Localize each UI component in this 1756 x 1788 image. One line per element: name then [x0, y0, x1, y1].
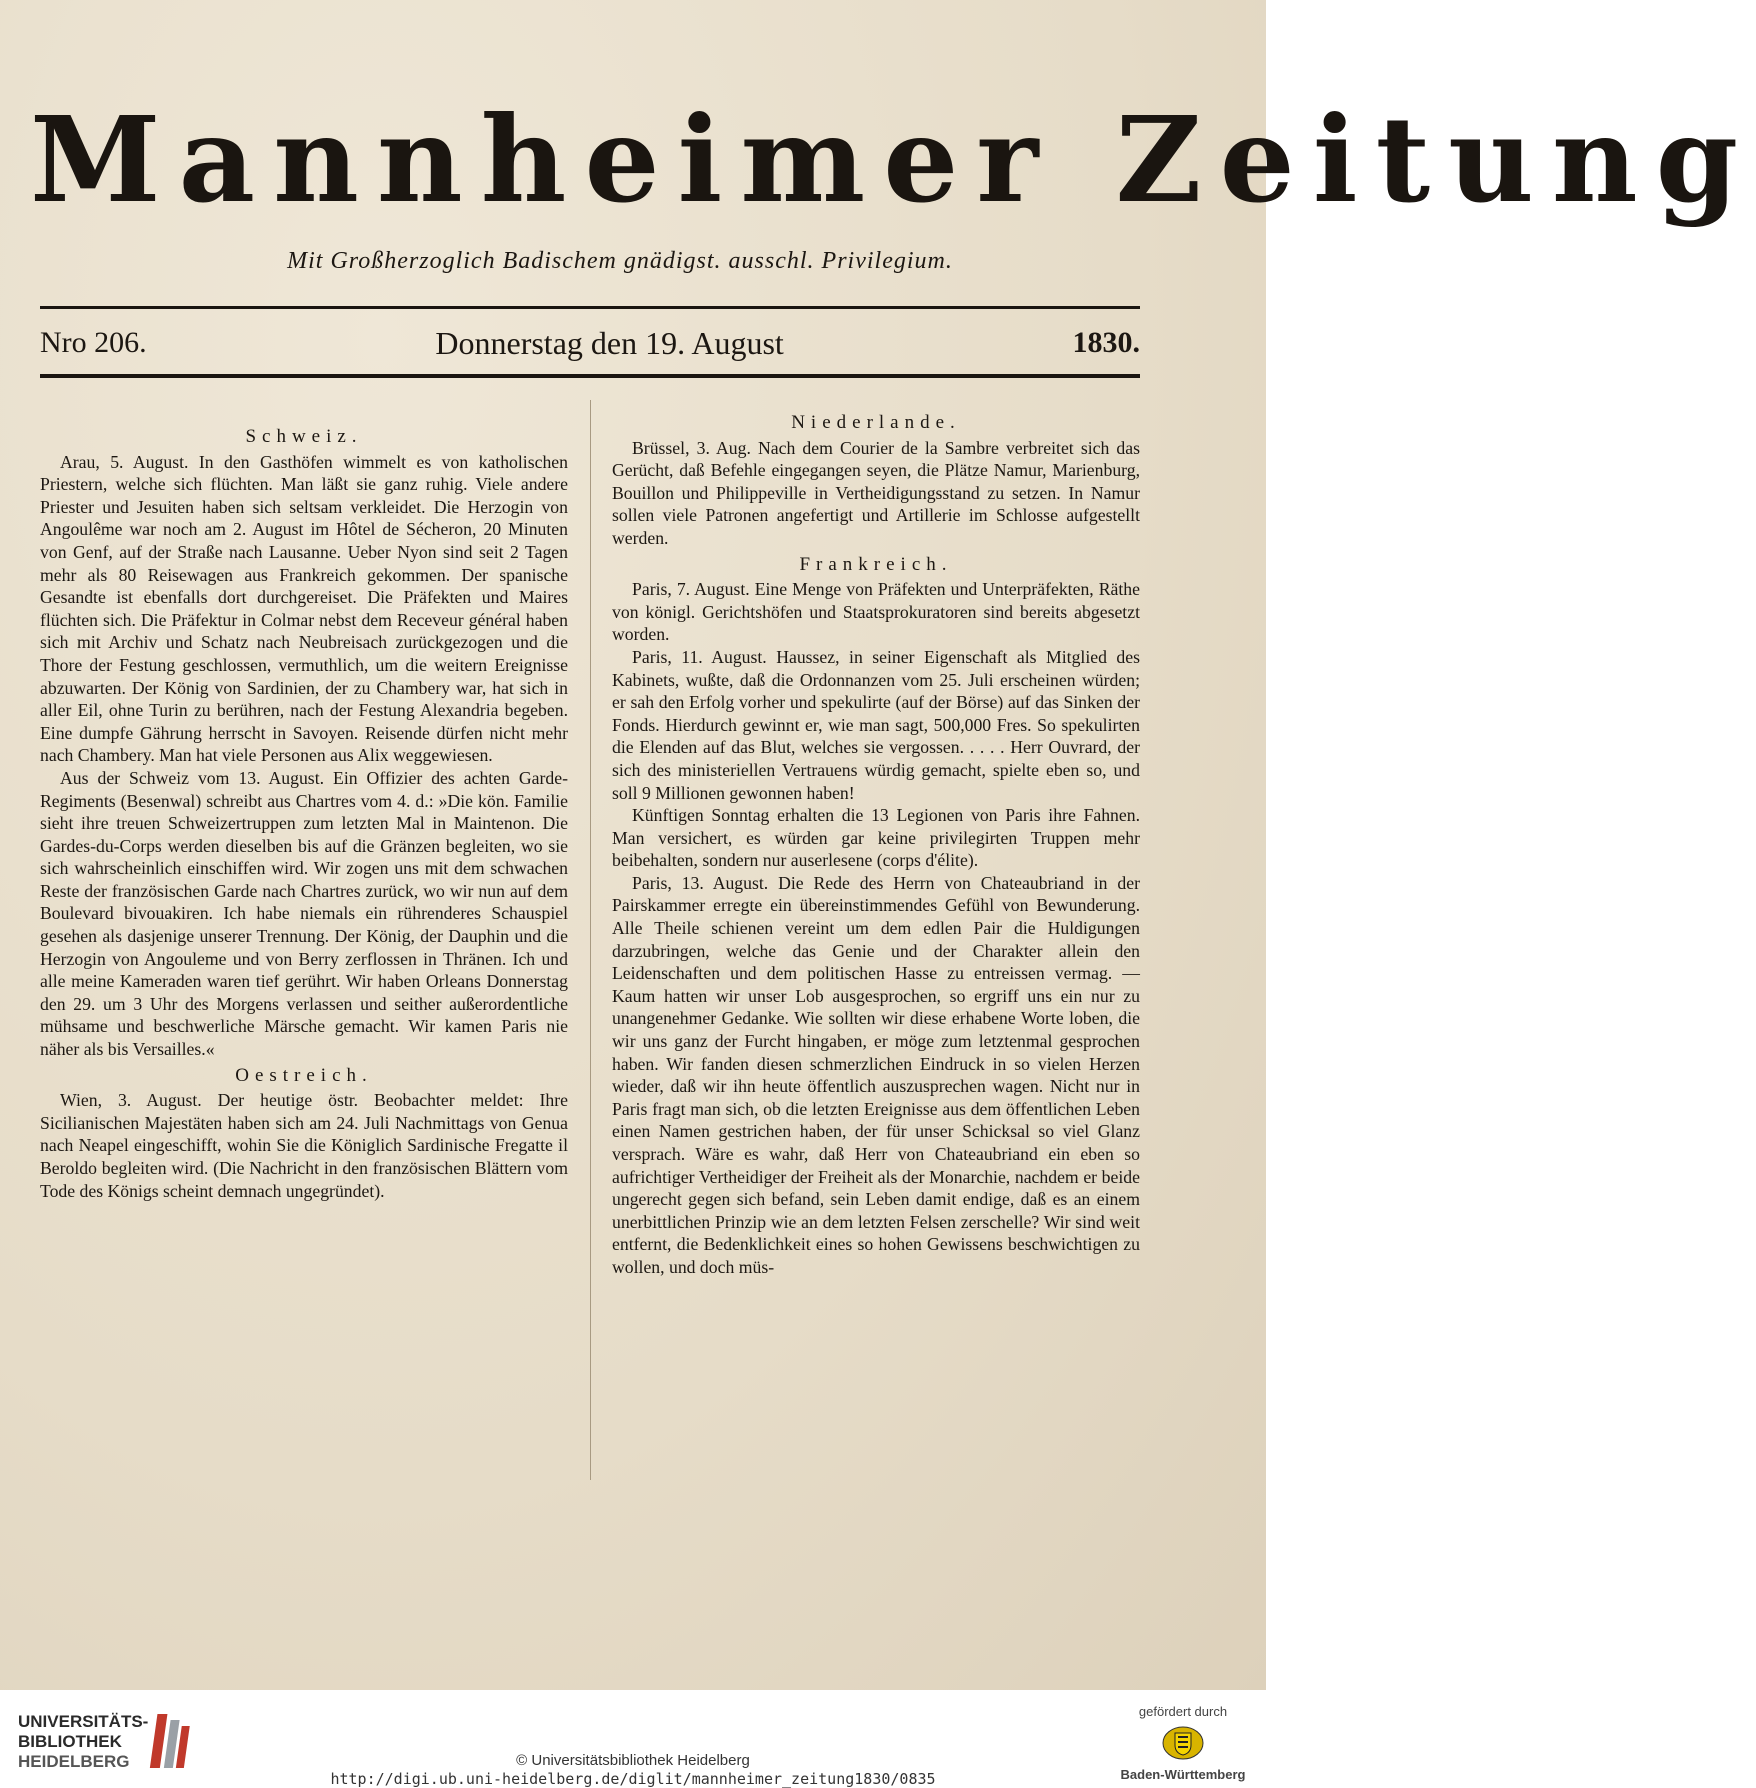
article-schweiz-13: Aus der Schweiz vom 13. August. Ein Offizier des achten Garde-Regiments (Besenwal) schreibt aus Chartres vom 4. d.: »Die kön. Familie sieht ihre treuen Schweizertruppen zum letzten Mal in Maintenon. Die Gardes-du-Corps werden dieselben bis auf die Gränzen begleiten, wo sie sich wahrscheinlich einschiffen wird. Wir zogen uns mit dem schwachen Reste der französischen Garde nach Chartres zurück, wo wir nun auf dem Boulevard bivouakiren. Ich habe niemals ein rührenderes Schauspiel gesehen als dasjenige unserer Trennung. Der König, der Dauphin und die Herzogin von Angouleme und von Berry zerflossen in Thränen. Ich und alle meine Kameraden waren tief gerührt. Wir haben Orleans Donnerstag den 29. um 3 Uhr des Morgens verlassen und seither außerordentliche mühsame und beschwerliche Märsche gemacht. Wir kamen Paris nie näher als bis Versailles.« [40, 767, 568, 1060]
article-legionen: Künftigen Sonntag erhalten die 13 Legionen von Paris ihre Fahnen. Man versichert, es würden gar keine privilegirten Truppen mehr beibehalten, sondern nur auserlesene (corps d'élite). [612, 805, 1140, 871]
funder-name: Baden-Württemberg [1120, 1767, 1246, 1782]
article-wien: Wien, 3. August. Der heutige östr. Beobachter meldet: Ihre Sicilianischen Majestäten haben sich am 24. Juli Nachmittags von Genua nach Neapel eingeschifft, wohin Sie die Königlich Sardinische Fregatte il Beroldo begleiten wird. (Die Nachricht in den französischen Blättern vom Tode des Königs scheint demnach ungegründet). [40, 1090, 568, 1201]
section-heading-schweiz: Schweiz. [245, 426, 363, 447]
funded-by-label: gefördert durch [1138, 1704, 1228, 1719]
dateline [40, 318, 1140, 368]
section-heading-oestreich: Oestreich. [235, 1064, 373, 1086]
coat-of-arms-icon [1160, 1723, 1206, 1763]
column-divider [590, 400, 591, 1480]
article-paris-11: Paris, 11. August. Haussez, in seiner Eigenschaft als Mitglied des Kabinets, wußte, daß die Ordonnanzen vom 25. Juli erscheinen würden; er sah den Erfolg vorher und spekulirte (auf der Börse) auf das Sinken der Fonds. Hierdurch gewinnt er, wie man sagt, 500,000 Fres. So spekulirten die Elenden auf das Blut, welches sie vergossen. . . . . Herr Ouvrard, der sich des ministeriellen Vertrauens würdig gemacht, spielte eben so, und soll 9 Millionen gewonnen haben! [612, 646, 1140, 803]
section-heading-niederlande: Niederlande. [791, 412, 961, 433]
issue-date: Donnerstag den 19. August [435, 324, 784, 361]
library-name-line2: BIBLIOTHEK [18, 1732, 122, 1751]
left-column [40, 408, 568, 1202]
privilege-line: Mit Großherzoglich Badischem gnädigst. ausschl. Privilegium. [287, 248, 953, 274]
issue-year: 1830. [1072, 326, 1140, 359]
right-column [612, 408, 1140, 1279]
article-paris-7: Paris, 7. August. Eine Menge von Präfekten und Unterpräfekten, Räthe von königl. Gerichtshöfen und Staatsprokuratoren sind bereits abgesetzt worden. [612, 579, 1140, 645]
article-arau: Arau, 5. August. In den Gasthöfen wimmelt es von katholischen Priestern, welche sich flüchten. Man läßt sie ganz ruhig. Viele andere Priester und Jesuiten haben sich seltsam verkleidet. Die Herzogin von Angoulême war noch am 2. August im Hôtel de Sécheron, 20 Minuten von Genf, auf der Straße nach Lausanne. Ueber Nyon sind seit 2 Tagen mehr als 80 Reisewagen aus Frankreich gekommen. Der spanische Gesandte ist ebenfalls dort durchgereiset. Die Präfekten und Maires flüchten sich. Die Präfektur in Colmar nebst dem Receveur général haben sich mit Archiv und Schatz nach Neubreisach zurückgezogen und die Thore der Festung geschlossen, vermuthlich, um die weitern Ereignisse abzuwarten. Der König von Sardinien, der zu Chambery war, hat sich in aller Eil, ohne Turin zu berühren, nach der Festung Alexandria begeben. Eine dumpfe Gährung herrscht in Savoyen. Reisende dürfen nicht mehr nach Chambery. Man hat viele Personen aus Alix weggewiesen. [40, 451, 568, 766]
copyright-notice: © Universitätsbibliothek Heidelberg [516, 1752, 750, 1769]
footer [0, 1690, 1266, 1788]
article-paris-13: Paris, 13. August. Die Rede des Herrn von Chateaubriand in der Pairskammer erregte ein übereinstimmendes Gefühl von Bewunderung. Alle Theile schienen vereint um dem edlen Pair die Huldigungen darzubringen, welche das Genie und der Charakter allein den Leidenschaften und dem politischen Hasse zu entreissen vermag. — Kaum hatten wir unser Lob ausgesprochen, so ergriff uns ein nur zu unangenehmer Gedanke. Wie sollten wir diese erhabene Worte loben, die wir uns ganz der Furcht hingaben, er möge zum letztenmal gesprochen haben. Wir fanden diesen schmerzlichen Eindruck in so vielen Herzen wieder, daß wir ihn heute öffentlich auszusprechen wagen. Nicht nur in Paris fragt man sich, ob die letzten Ereignisse aus dem öffentlichen Leben einen Namen gestrichen haben, der für unser Schicksal so viel Glanz versprach. Wäre es wahr, daß Herr von Chateaubriand ein eben so aufrichtiger Vertheidiger der Freiheit als der Monarchie, nachdem er beide ungerecht gegen sich befand, sein Leben damit endige, daß es an einem unerbittlichen Prinzip wie an dem letzten Felsen zerschelle? Wir sind weit entfernt, die Bedenklichkeit eines so hohen Gewissens beschwichtigen zu wollen, und doch müs- [612, 872, 1140, 1277]
section-heading-frankreich: Frankreich. [799, 553, 953, 575]
library-name-line3: HEIDELBERG [18, 1752, 130, 1771]
bottom-rule [40, 374, 1140, 378]
top-rule [40, 306, 1140, 309]
masthead-title: Mannheimer Zeitung [30, 90, 1756, 229]
article-bruessel: Brüssel, 3. Aug. Nach dem Courier de la Sambre verbreitet sich das Gerücht, daß Befehle eingegangen seyen, die Plätze Namur, Marienburg, Bouillon und Philippeville in Vertheidigungsstand zu setzen. In Namur sollen viele Patronen angefertigt und Artillerie im Schlosse aufgestellt werden. [612, 437, 1140, 548]
source-url[interactable]: http://digi.ub.uni-heidelberg.de/diglit/mannheimer_zeitung1830/0835 [330, 1770, 936, 1788]
funder-block [1108, 1704, 1258, 1782]
issue-number: Nro 206. [40, 326, 147, 359]
library-name-line1: UNIVERSITÄTS- [18, 1712, 149, 1731]
